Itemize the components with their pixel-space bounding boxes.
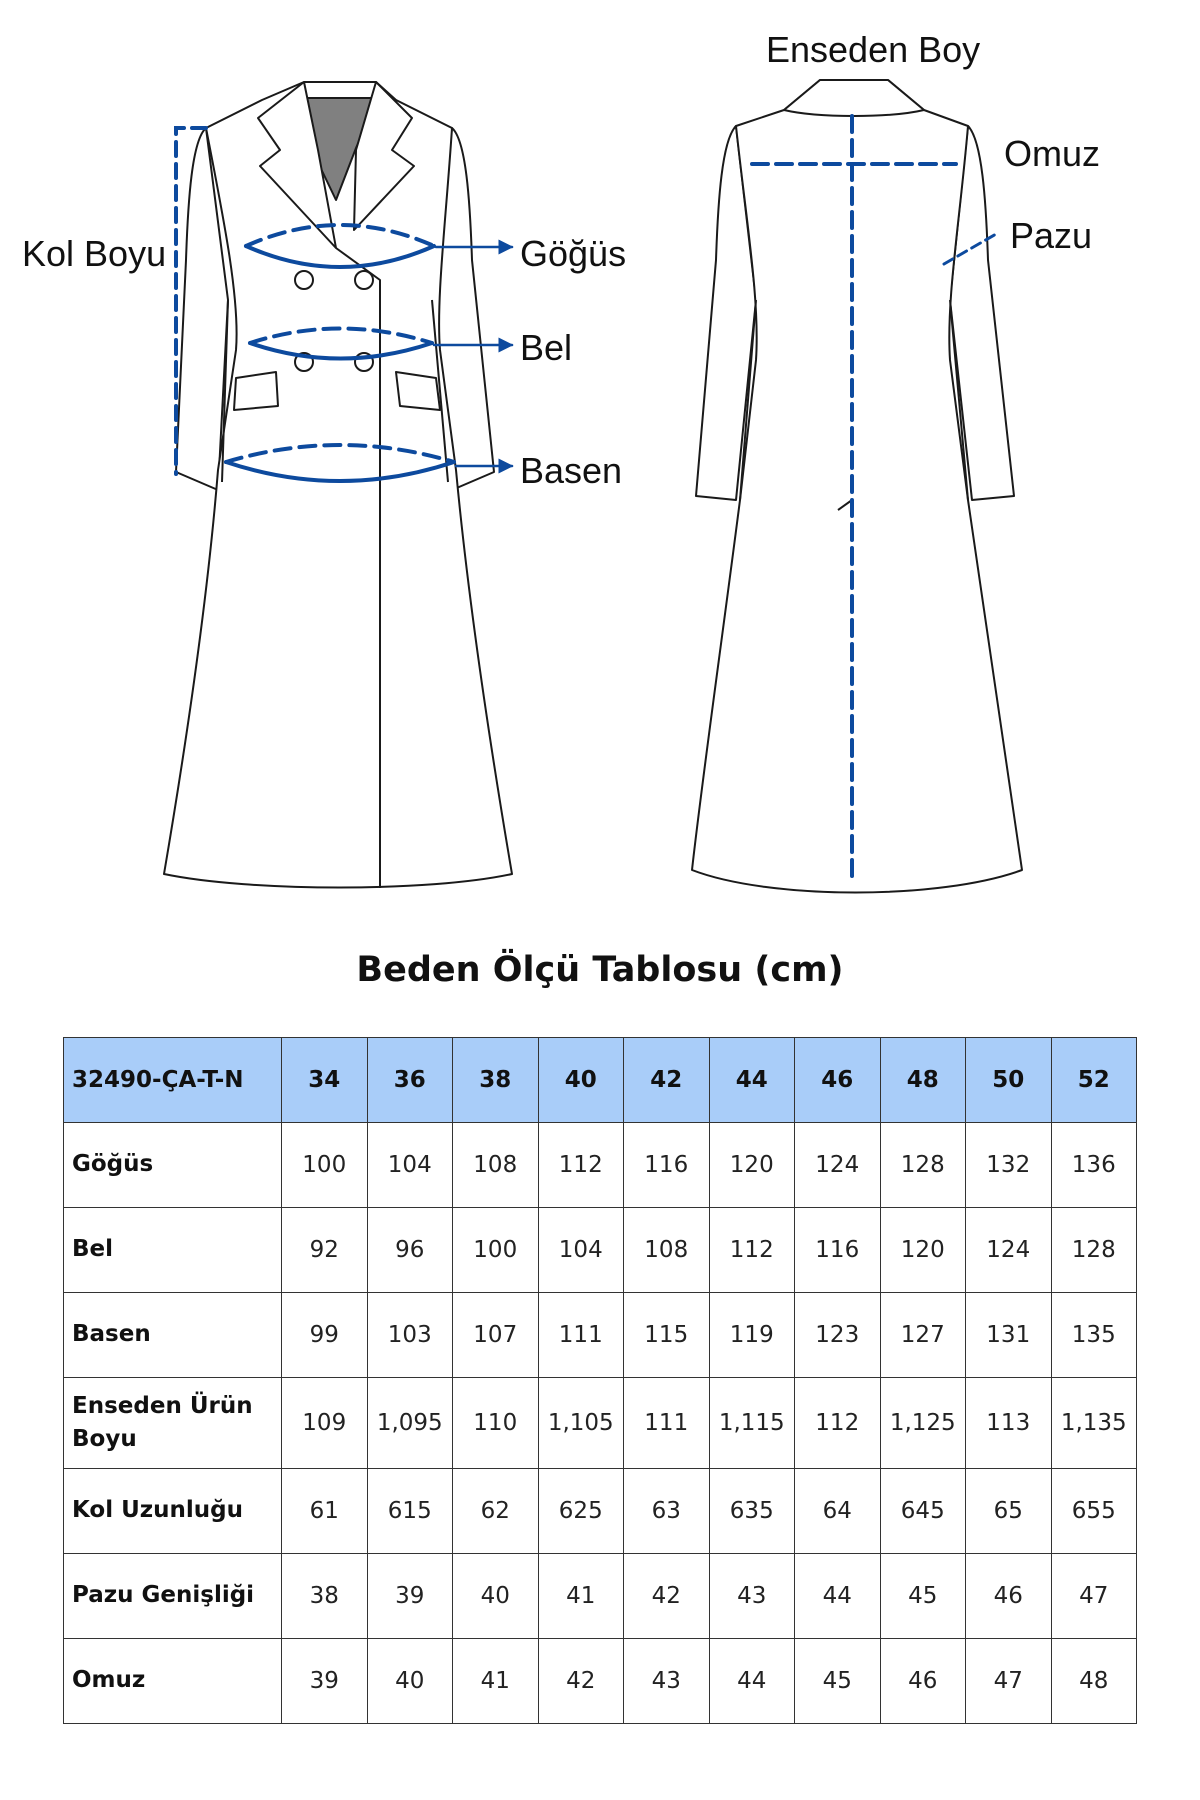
row-label: Omuz [64,1639,282,1724]
table-cell: 625 [538,1469,624,1554]
table-cell: 1,105 [538,1378,624,1469]
button [355,271,373,289]
table-cell: 655 [1051,1469,1137,1554]
table-cell: 104 [367,1123,453,1208]
size-header: 38 [453,1038,539,1123]
table-cell: 135 [1051,1293,1137,1378]
table-cell: 64 [795,1469,881,1554]
table-cell: 104 [538,1208,624,1293]
table-row [64,1123,1137,1208]
table-cell: 615 [367,1469,453,1554]
table-cell: 41 [453,1639,539,1724]
table-cell: 38 [282,1554,368,1639]
label-hip: Basen [520,450,623,491]
row-label: Pazu Genişliği [64,1554,282,1639]
table-cell: 108 [453,1123,539,1208]
table-cell: 645 [880,1469,966,1554]
size-header: 52 [1051,1038,1137,1123]
table-cell: 39 [367,1554,453,1639]
table-cell: 112 [709,1208,795,1293]
label-shoulder: Omuz [1004,133,1101,174]
row-label: Basen [64,1293,282,1378]
table-cell: 120 [880,1208,966,1293]
table-cell: 136 [1051,1123,1137,1208]
front-right-pocket [396,372,440,410]
table-row [64,1293,1137,1378]
table-cell: 40 [453,1554,539,1639]
table-cell: 120 [709,1123,795,1208]
table-cell: 65 [966,1469,1052,1554]
table-cell: 1,135 [1051,1378,1137,1469]
table-cell: 115 [624,1293,710,1378]
table-cell: 132 [966,1123,1052,1208]
table-cell: 43 [709,1554,795,1639]
size-chart-table [63,1037,1137,1724]
size-header: 44 [709,1038,795,1123]
table-cell: 128 [880,1123,966,1208]
product-code-cell: 32490-ÇA-T-N [64,1038,282,1123]
back-collar [784,80,924,116]
size-chart-title: Beden Ölçü Tablosu (cm) [356,950,844,990]
table-row [64,1639,1137,1724]
row-label: Göğüs [64,1123,282,1208]
table-cell: 100 [453,1208,539,1293]
table-cell: 108 [624,1208,710,1293]
row-label: Kol Uzunluğu [64,1469,282,1554]
table-cell: 116 [795,1208,881,1293]
table-cell: 45 [880,1554,966,1639]
label-sleeve-length: Kol Boyu [22,233,167,274]
back-coat-drawing [692,80,1022,893]
table-cell: 100 [282,1123,368,1208]
table-cell: 127 [880,1293,966,1378]
table-cell: 123 [795,1293,881,1378]
table-cell: 99 [282,1293,368,1378]
table-row [64,1208,1137,1293]
table-cell: 131 [966,1293,1052,1378]
label-back-length: Enseden Boy [766,29,981,70]
table-cell: 109 [282,1378,368,1469]
row-label: Bel [64,1208,282,1293]
table-cell: 635 [709,1469,795,1554]
table-cell: 61 [282,1469,368,1554]
size-header: 50 [966,1038,1052,1123]
table-cell: 43 [624,1639,710,1724]
size-header: 34 [282,1038,368,1123]
table-cell: 112 [795,1378,881,1469]
table-cell: 39 [282,1639,368,1724]
table-cell: 48 [1051,1639,1137,1724]
table-cell: 124 [966,1208,1052,1293]
table-cell: 128 [1051,1208,1137,1293]
table-cell: 92 [282,1208,368,1293]
table-cell: 1,125 [880,1378,966,1469]
table-cell: 62 [453,1469,539,1554]
table-cell: 124 [795,1123,881,1208]
table-cell: 40 [367,1639,453,1724]
table-cell: 1,115 [709,1378,795,1469]
table-cell: 111 [538,1293,624,1378]
size-header: 40 [538,1038,624,1123]
table-cell: 111 [624,1378,710,1469]
table-row [64,1554,1137,1639]
row-label: Enseden Ürün Boyu [64,1378,282,1469]
size-header: 48 [880,1038,966,1123]
table-cell: 96 [367,1208,453,1293]
table-cell: 45 [795,1639,881,1724]
label-waist: Bel [520,327,573,368]
table-cell: 103 [367,1293,453,1378]
table-cell: 44 [709,1639,795,1724]
table-cell: 63 [624,1469,710,1554]
front-coat-drawing [164,82,512,888]
table-cell: 1,095 [367,1378,453,1469]
table-cell: 116 [624,1123,710,1208]
label-chest: Göğüs [520,233,627,274]
table-header-row [64,1038,1137,1123]
table-cell: 42 [624,1554,710,1639]
table-cell: 110 [453,1378,539,1469]
table-cell: 46 [880,1639,966,1724]
front-left-pocket [234,372,278,410]
button [295,271,313,289]
table-row [64,1469,1137,1554]
table-cell: 107 [453,1293,539,1378]
table-cell: 44 [795,1554,881,1639]
table-cell: 41 [538,1554,624,1639]
label-bicep: Pazu [1010,215,1093,256]
table-cell: 119 [709,1293,795,1378]
table-cell: 46 [966,1554,1052,1639]
table-cell: 47 [966,1639,1052,1724]
table-row [64,1378,1137,1469]
table-cell: 42 [538,1639,624,1724]
size-header: 36 [367,1038,453,1123]
table-cell: 112 [538,1123,624,1208]
table-cell: 47 [1051,1554,1137,1639]
size-header: 42 [624,1038,710,1123]
size-header: 46 [795,1038,881,1123]
table-cell: 113 [966,1378,1052,1469]
